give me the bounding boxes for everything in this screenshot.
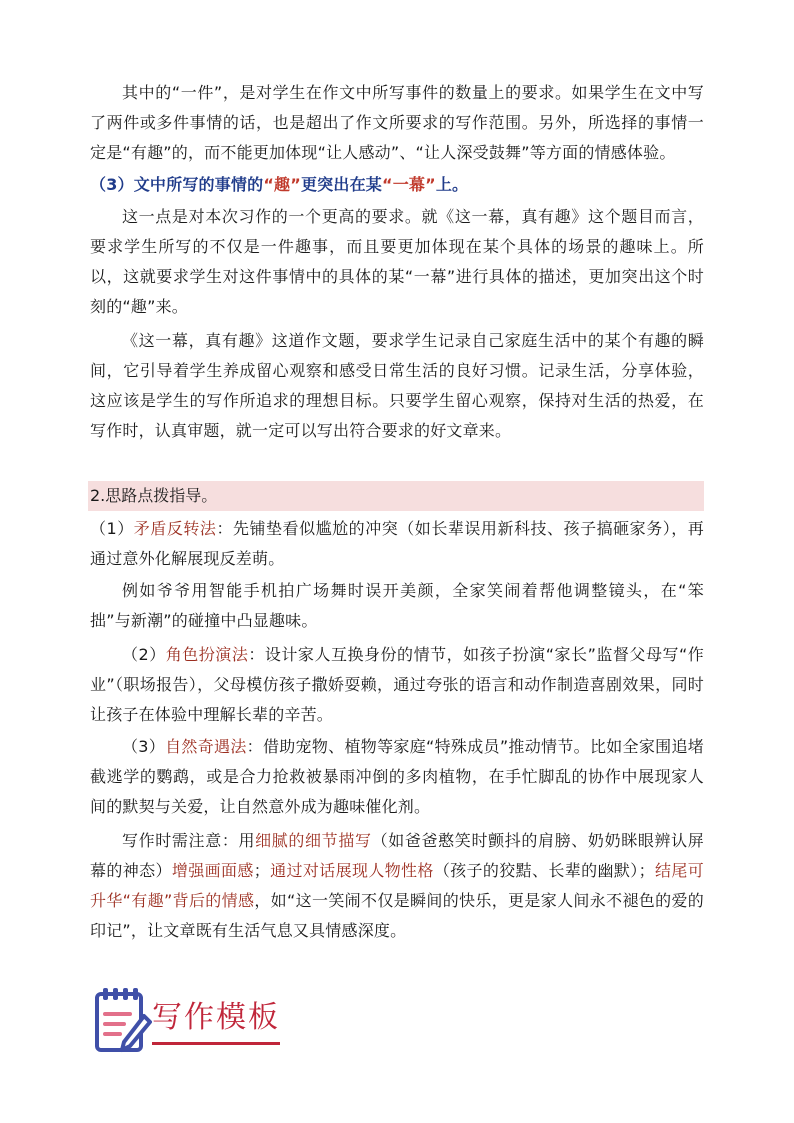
method-1-number: （1） bbox=[90, 519, 134, 538]
notebook-pen-icon bbox=[94, 986, 152, 1056]
writing-notes bbox=[90, 826, 704, 946]
method-3-number: （3） bbox=[122, 737, 166, 756]
writing-template-title: 写作模板 bbox=[152, 1000, 280, 1035]
method-1-label: 矛盾反转法 bbox=[133, 519, 217, 538]
method-2-role-play bbox=[90, 640, 704, 730]
heading-point-3 bbox=[90, 170, 704, 200]
paragraph-summary: 《这一幕，真有趣》这道作文题，要求学生记录自己家庭生活中的某个有趣的瞬间，它引导着学生养成留心观察和感受日常生活的良好习惯。记录生活，分享体验，这应该是学生的写作所追求的理想目标。只要学生留心观察，保持对生活的热爱，在写作时，认真审题，就一定可以写出符合要求的好文章来。 bbox=[90, 331, 704, 440]
paragraph-higher-requirement: 这一点是对本次习作的一个更高的要求。就《这一幕，真有趣》这个题目而言，要求学生所写的不仅是一件趣事，而且要更加体现在某个具体的场景的趣味上。所以，这就要求学生对这件事情中的具体的某“一幕”进行具体的描述，更加突出这个时刻的“趣”来。 bbox=[90, 207, 704, 316]
note-detail-example: （如爸爸憨笑时颤抖的肩膀、奶奶眯眼辨认屏幕的神态） bbox=[90, 831, 704, 880]
heading-point-3-mid: 更突出在某 bbox=[300, 175, 382, 194]
note-imagery: 增强画面感 bbox=[171, 861, 254, 880]
method-1-text: ：先铺垫看似尴尬的冲突（如长辈误用新科技、孩子搞砸家务），再通过意外化解展现反差萌。 bbox=[90, 519, 704, 568]
writing-template-heading bbox=[94, 986, 294, 1056]
method-2-label: 角色扮演法 bbox=[165, 645, 249, 664]
heading-point-3-yimu: “一幕” bbox=[382, 175, 436, 194]
heading-point-3-prefix: （3）文中所写的事情的 bbox=[90, 175, 264, 194]
method-2-number: （2） bbox=[122, 645, 166, 664]
method-3-nature bbox=[90, 732, 704, 822]
note-dialogue: 通过对话展现人物性格 bbox=[269, 861, 434, 880]
method-3-text: ：借助宠物、植物等家庭“特殊成员”推动情节。比如全家围追堵截逃学的鹦鹉，或是合力抢救被暴雨冲倒的多肉植物，在手忙脚乱的协作中展现家人间的默契与关爱，让自然意外成为趣味催化剂。 bbox=[90, 737, 704, 816]
section-2-title: 2.思路点拨指导。 bbox=[90, 486, 218, 505]
writing-template-underline bbox=[152, 1042, 280, 1045]
heading-point-3-suffix: 上。 bbox=[435, 175, 469, 194]
method-2-text: ：设计家人互换身份的情节，如孩子扮演“家长”监督父母写“作业”（职场报告），父母模仿孩子撒娇耍赖，通过夸张的语言和动作制造喜剧效果，同时让孩子在体验中理解长辈的辛苦。 bbox=[90, 645, 704, 724]
note-ending-example: ，如“这一笑闹不仅是瞬间的快乐，更是家人间永不褪色的爱的印记”，让文章既有生活气息又具情感深度。 bbox=[90, 891, 705, 940]
method-1-contradiction bbox=[90, 514, 704, 574]
heading-point-3-qu: “趣” bbox=[263, 175, 301, 194]
note-dialogue-example: （孩子的狡黠、长辈的幽默）； bbox=[433, 861, 655, 880]
note-ending: 结尾可升华“有趣”背后的情感 bbox=[90, 861, 704, 910]
note-intro: 写作时需注意：用 bbox=[122, 831, 256, 850]
method-1-example: 例如爷爷用智能手机拍广场舞时误开美颜，全家笑闹着帮他调整镜头，在“笨拙”与新潮”的碰撞中凸显趣味。 bbox=[90, 581, 704, 630]
method-3-label: 自然奇遇法 bbox=[165, 737, 247, 756]
note-detail: 细腻的细节描写 bbox=[255, 831, 372, 850]
paragraph-one-jian: 其中的“一件”，是对学生在作文中所写事件的数量上的要求。如果学生在文中写了两件或多件事情的话，也是超出了作文所要求的写作范围。另外，所选择的事情一定是“有趣”的，而不能更加体现“让人感动”、“让人深受鼓舞”等方面的情感体验。 bbox=[90, 83, 704, 162]
note-sep: ； bbox=[253, 861, 270, 880]
